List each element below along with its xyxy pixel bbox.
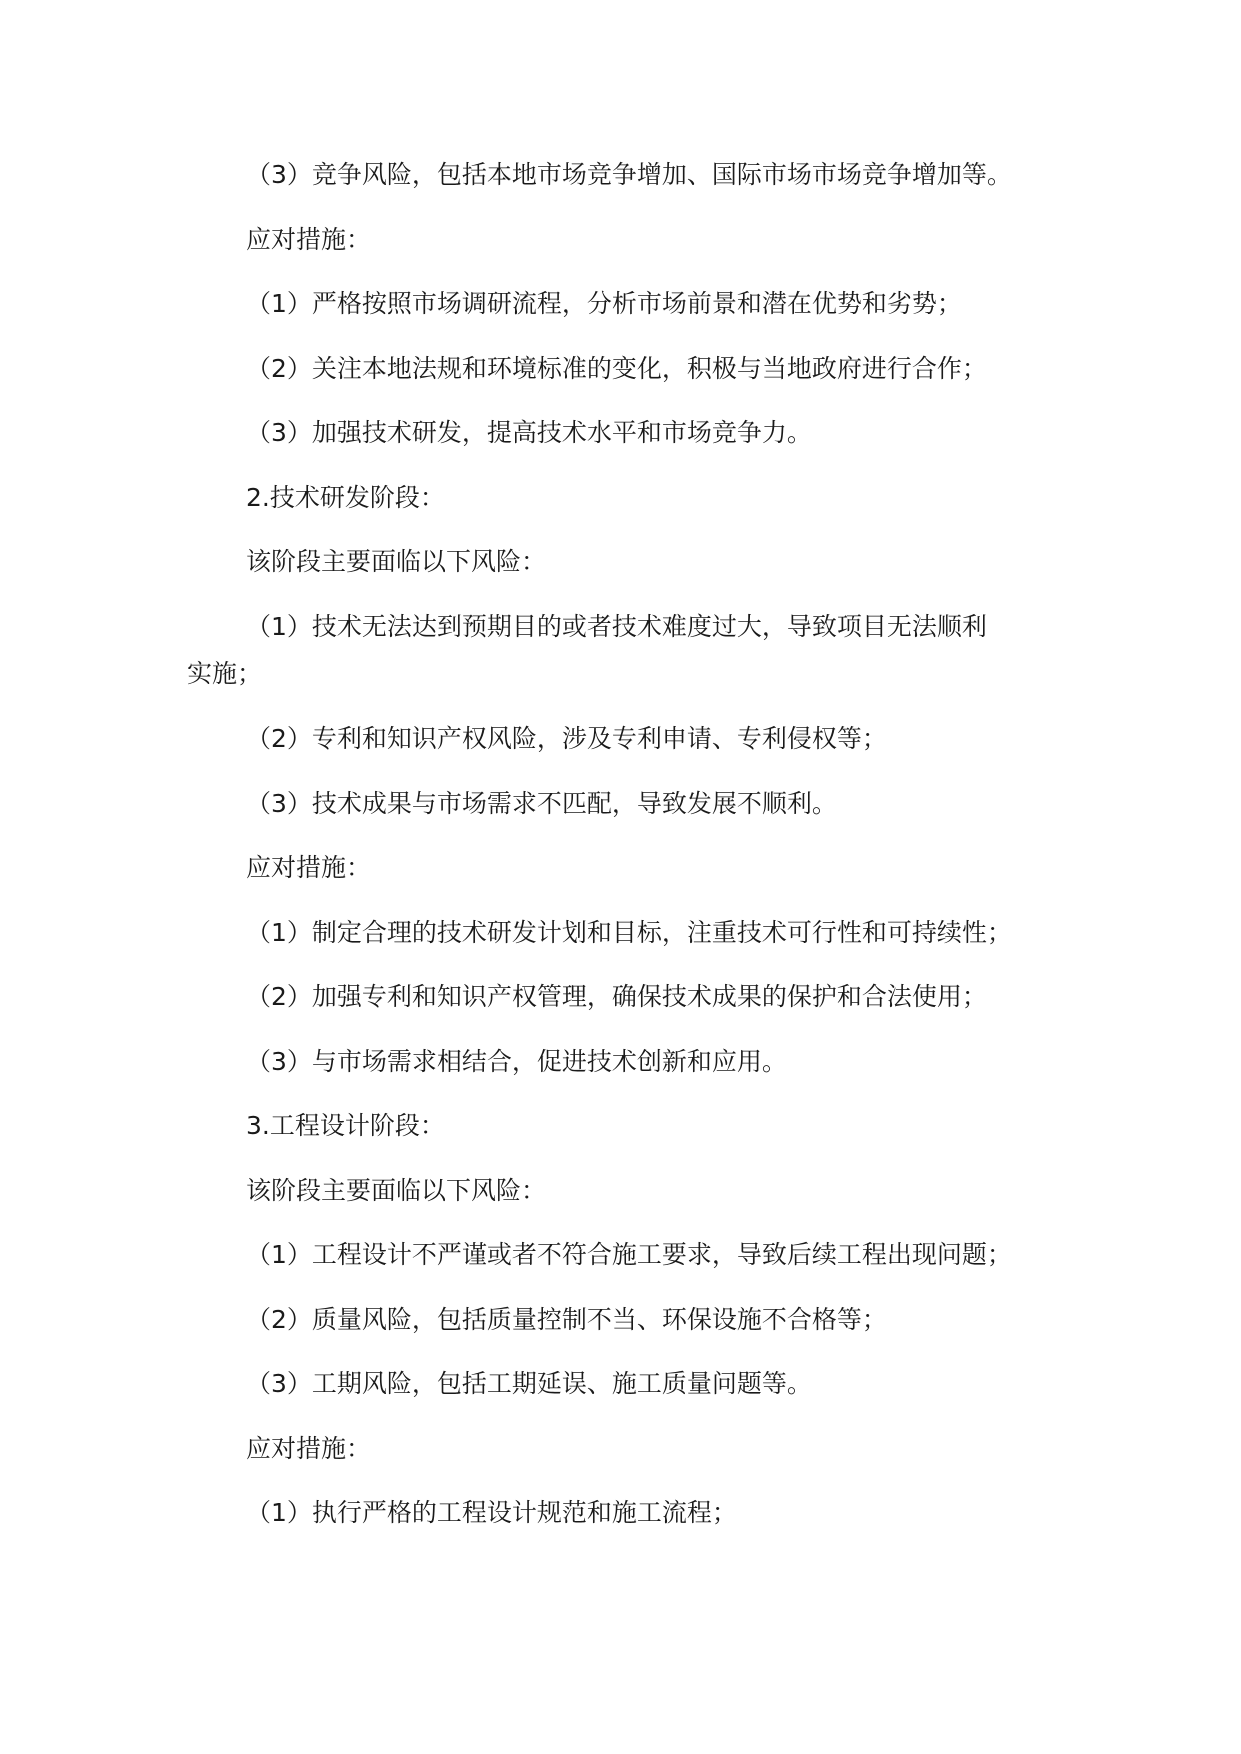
paragraph-competition-risk: （3）竞争风险，包括本地市场竞争增加、国际市场市场竞争增加等。 (246, 160, 1012, 189)
list-item: （1）严格按照市场调研流程，分析市场前景和潜在优势和劣势； (246, 289, 962, 318)
list-item: （3）技术成果与市场需求不匹配，导致发展不顺利。 (246, 789, 837, 818)
list-item: （1）工程设计不严谨或者不符合施工要求，导致后续工程出现问题； (246, 1240, 1012, 1269)
paragraph-risk-intro: 该阶段主要面临以下风险： (246, 547, 547, 576)
list-item: （1）制定合理的技术研发计划和目标，注重技术可行性和可持续性； (246, 918, 1012, 947)
list-item: （2）专利和知识产权风险，涉及专利申请、专利侵权等； (246, 724, 887, 753)
list-item: （3）工期风险，包括工期延误、施工质量问题等。 (246, 1369, 812, 1398)
list-item: （2）质量风险，包括质量控制不当、环保设施不合格等； (246, 1305, 887, 1334)
section-heading-engineering: 3.工程设计阶段： (246, 1111, 445, 1140)
paragraph-risk-intro: 该阶段主要面临以下风险： (246, 1176, 547, 1205)
heading-countermeasures: 应对措施： (246, 225, 372, 254)
section-heading-rd: 2.技术研发阶段： (246, 483, 445, 512)
heading-countermeasures: 应对措施： (246, 1434, 372, 1463)
list-item: （2）关注本地法规和环境标准的变化，积极与当地政府进行合作； (246, 354, 987, 383)
list-item: （1）执行严格的工程设计规范和施工流程； (246, 1498, 737, 1527)
heading-countermeasures: 应对措施： (246, 853, 372, 882)
list-item-continuation: 实施； (187, 659, 263, 688)
list-item: （3）加强技术研发，提高技术水平和市场竞争力。 (246, 418, 812, 447)
list-item: （2）加强专利和知识产权管理，确保技术成果的保护和合法使用； (246, 982, 987, 1011)
list-item: （3）与市场需求相结合，促进技术创新和应用。 (246, 1047, 787, 1076)
list-item: （1）技术无法达到预期目的或者技术难度过大，导致项目无法顺利 (246, 612, 987, 641)
